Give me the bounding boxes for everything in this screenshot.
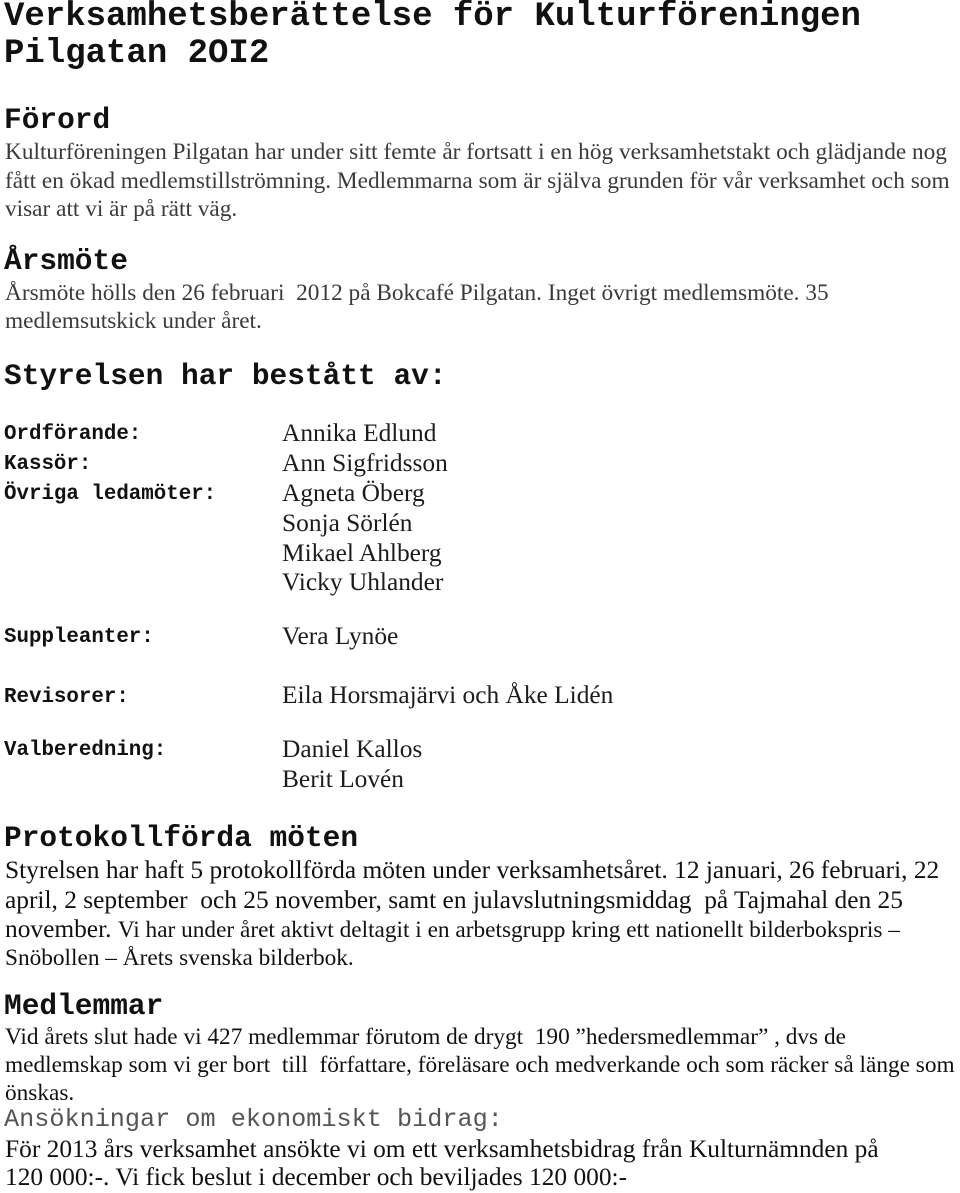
section-heading-bidrag: Ansökningar om ekonomiskt bidrag: [4, 1105, 503, 1134]
member-name: Daniel Kallos [282, 735, 423, 763]
medlemmar-paragraph-line: medlemskap som vi ger bort till författare, föreläsare och medverkande och som räcker så länge som [5, 1052, 955, 1078]
forord-paragraph-line: fått en ökad medlemstillströmning. Medlemmarna som är själva grunden för vår verksamhet och som [5, 168, 950, 194]
protokoll-paragraph-line [5, 914, 900, 944]
snobollen-text-start: Vi har under året aktivt deltagit i en arbetsgrupp kring ett nationellt bilderbokspris – [117, 917, 900, 943]
role-label-valberedning: Valberedning: [4, 739, 167, 762]
protokoll-paragraph-line: Styrelsen har haft 5 protokollförda möten under verksamhetsåret. 12 januari, 26 februari, 22 [5, 856, 940, 884]
arsmote-paragraph-line: Årsmöte hölls den 26 februari 2012 på Bokcafé Pilgatan. Inget övrigt medlemsmöte. 35 [5, 280, 829, 306]
title-line-2: Pilgatan 2OI2 [4, 35, 270, 73]
member-name: Vicky Uhlander [282, 568, 444, 596]
role-label-ovriga-ledamoter: Övriga ledamöter: [4, 483, 217, 506]
medlemmar-paragraph-line: önskas. [5, 1080, 75, 1106]
section-heading-forord: Förord [4, 103, 111, 137]
title-line-1: Verksamhetsberättelse för Kulturföreningen [4, 0, 861, 36]
section-heading-protokoll: Protokollförda möten [4, 821, 359, 855]
forord-paragraph-line: Kulturföreningen Pilgatan har under sitt femte år fortsatt i en hög verksamhetstakt och glädjande nog [5, 139, 947, 165]
member-name: Mikael Ahlberg [282, 539, 442, 567]
bidrag-paragraph-line: För 2013 års verksamhet ansökte vi om ett verksamhetsbidrag från Kulturnämnden på [5, 1135, 879, 1163]
member-name: Eila Horsmajärvi och Åke Lidén [282, 681, 614, 709]
protokoll-paragraph-line: Snöbollen – Årets svenska bilderbok. [5, 945, 354, 971]
role-label-kassor: Kassör: [4, 453, 92, 476]
section-heading-arsmote: Årsmöte [4, 244, 128, 278]
member-name: Agneta Öberg [282, 479, 425, 507]
member-name: Annika Edlund [282, 419, 437, 447]
forord-paragraph-line: visar att vi är på rätt väg. [5, 196, 238, 222]
member-name: Sonja Sörlén [282, 509, 413, 537]
arsmote-paragraph-line: medlemsutskick under året. [5, 308, 262, 334]
bidrag-paragraph-line: 120 000:-. Vi fick beslut i december och beviljades 120 000:- [5, 1163, 628, 1191]
protokoll-paragraph-line: april, 2 september och 25 november, samt en julavslutningsmiddag på Tajmahal den 25 [5, 886, 903, 914]
member-name: Ann Sigfridsson [282, 449, 448, 477]
role-label-revisorer: Revisorer: [4, 686, 129, 709]
role-label-ordforande: Ordförande: [4, 423, 142, 446]
section-heading-styrelsen: Styrelsen har bestått av: [4, 359, 447, 393]
member-name: Vera Lynöe [282, 622, 399, 650]
role-label-suppleanter: Suppleanter: [4, 626, 154, 649]
meetings-text-end: november. [5, 915, 118, 943]
member-name: Berit Lovén [282, 765, 404, 793]
section-heading-medlemmar: Medlemmar [4, 989, 164, 1023]
medlemmar-paragraph-line: Vid årets slut hade vi 427 medlemmar förutom de drygt 190 ”hedersmedlemmar” , dvs de [5, 1024, 846, 1050]
